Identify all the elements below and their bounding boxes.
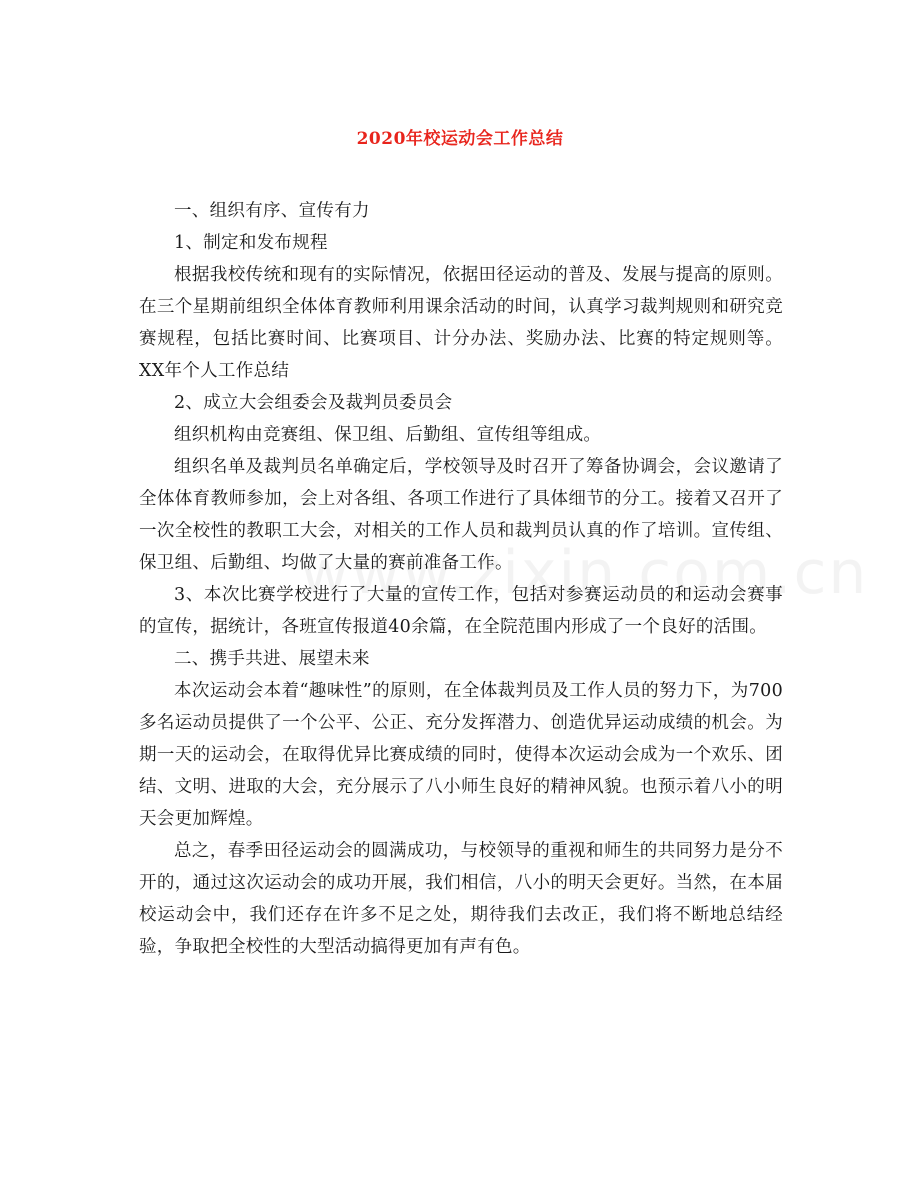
paragraph: 总之，春季田径运动会的圆满成功，与校领导的重视和师生的共同努力是分不开的，通过这次运动会的成功开展，我们相信，八小的明天会更好。当然，在本届校运动会中，我们还存在许多不足之处，期待我们去改正，我们将不断地总结经验，争取把全校性的大型活动搞得更加有声有色。 (139, 841, 783, 957)
paragraph: 组织名单及裁判员名单确定后，学校领导及时召开了筹备协调会，会议邀请了全体体育教师参加，会上对各组、各项工作进行了具体细节的分工。接着又召开了一次全校性的教职工大会，对相关的工作人员和裁判员认真的作了培训。宣传组、保卫组、后勤组、均做了大量的赛前准备工作。 (139, 457, 783, 573)
paragraph: 根据我校传统和现有的实际情况，依据田径运动的普及、发展与提高的原则。在三个星期前组织全体体育教师利用课余活动的时间，认真学习裁判规则和研究竞赛规程，包括比赛时间、比赛项目、计分办法、奖励办法、比赛的特定规则等。XX年个人工作总结 (139, 265, 783, 381)
paragraph: 本次运动会本着“趣味性”的原则，在全体裁判员及工作人员的努力下，为700多名运动员提供了一个公平、公正、充分发挥潜力、创造优异运动成绩的机会。为期一天的运动会，在取得优异比赛成绩的同时，使得本次运动会成为一个欢乐、团结、文明、进取的大会，充分展示了八小师生良好的精神风貌。也预示着八小的明天会更加辉煌。 (139, 681, 783, 829)
document-title: 2020年校运动会工作总结 (356, 129, 564, 149)
subheading-1: 1、制定和发布规程 (174, 233, 328, 253)
paragraph: 3、本次比赛学校进行了大量的宣传工作，包括对参赛运动员的和运动会赛事的宣传，据统计，各班宣传报道40余篇，在全院范围内形成了一个良好的活围。 (139, 585, 783, 637)
subheading-2: 2、成立大会组委会及裁判员委员会 (174, 393, 453, 413)
section-heading-2: 二、携手共进、展望未来 (174, 649, 370, 669)
document-body (139, 195, 783, 963)
section-heading-1: 一、组织有序、宣传有力 (174, 201, 370, 221)
paragraph: 组织机构由竞赛组、保卫组、后勤组、宣传组等组成。 (174, 425, 602, 445)
